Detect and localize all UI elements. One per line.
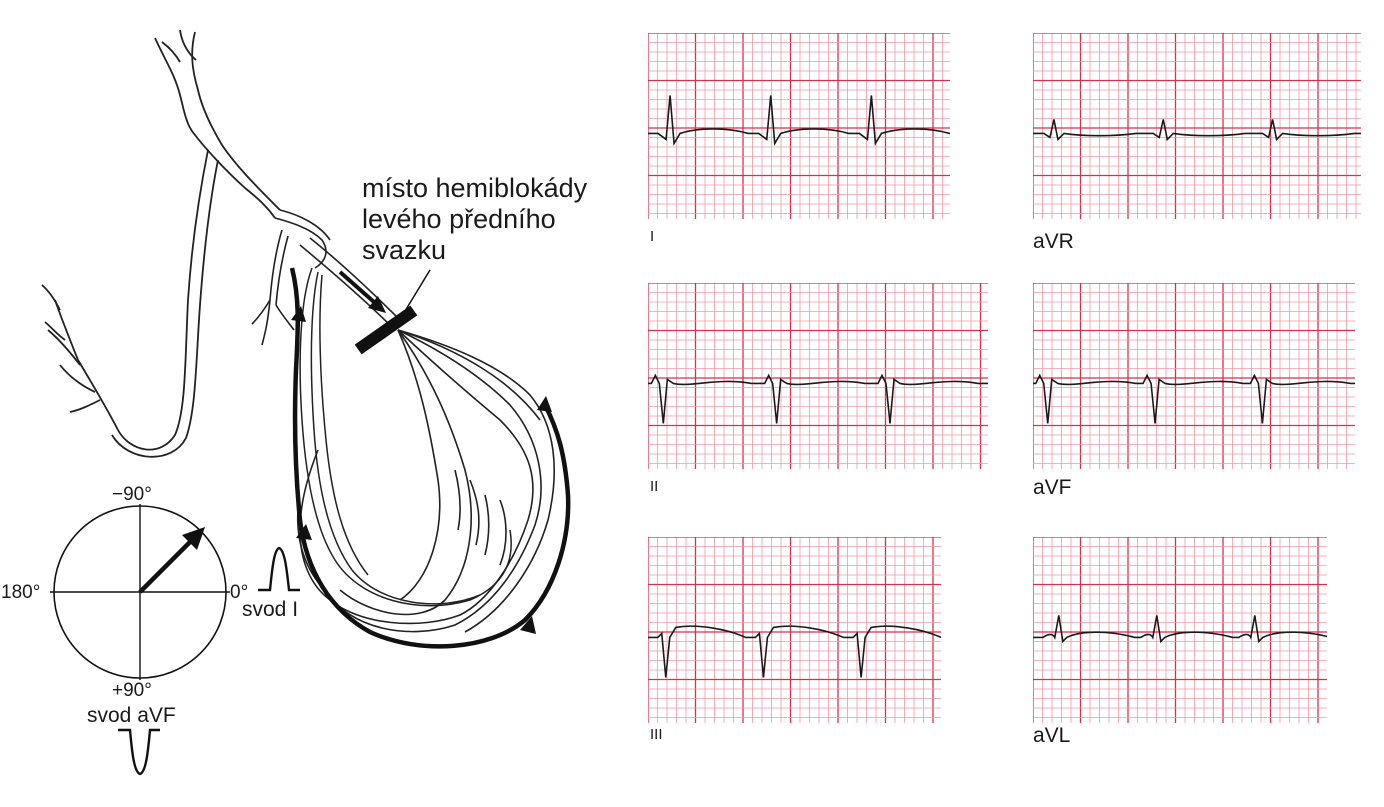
ecg-label-II: II — [650, 478, 659, 495]
ecg-label-aVR: aVR — [1033, 230, 1074, 253]
axis-circle — [50, 504, 230, 680]
ecg-trace — [1033, 119, 1361, 139]
ecg-label-aVF: aVF — [1033, 476, 1072, 499]
grid-lines — [648, 537, 941, 723]
grid-lines — [1033, 283, 1355, 469]
ecg-grid — [648, 283, 988, 469]
ecg-grid — [1033, 537, 1327, 723]
ecg-strip-III — [648, 537, 941, 723]
axis-label-top: −90° — [112, 484, 152, 505]
ecg-strip-II — [648, 283, 988, 469]
grid-lines — [1033, 33, 1361, 219]
lead-i-label: svod I — [242, 598, 299, 621]
axis-label-right: 0° — [230, 582, 249, 603]
grid-lines — [648, 33, 950, 219]
ecg-label-aVL: aVL — [1033, 724, 1071, 747]
ecg-grid — [648, 537, 941, 723]
axis-label-left: 180° — [1, 582, 41, 603]
block-site-label — [362, 173, 587, 266]
ecg-grid — [1033, 33, 1361, 219]
ecg-label-I: I — [650, 228, 655, 245]
block-site-label-line: levého předního — [362, 204, 556, 234]
block-site — [340, 270, 430, 354]
left-bundle — [252, 210, 554, 632]
grid-lines — [648, 283, 988, 469]
grid-lines — [1033, 537, 1327, 723]
right-bundle — [42, 150, 218, 457]
ecg-strip-aVF — [1033, 283, 1355, 469]
ecg-strip-aVL — [1033, 537, 1327, 723]
ecg-strip-I — [648, 33, 950, 219]
his-bundle — [155, 30, 280, 218]
lead-avf-waveform — [118, 730, 160, 774]
ecg-trace — [1033, 615, 1327, 641]
ecg-grid — [1033, 283, 1355, 469]
lead-i-waveform — [258, 548, 300, 590]
ecg-strip-aVR — [1033, 33, 1361, 219]
ecg-label-III: III — [650, 726, 663, 743]
block-site-label-line: svazku — [362, 235, 447, 265]
lead-avf-label: svod aVF — [87, 704, 176, 727]
ecg-grid — [648, 33, 950, 219]
conduction-diagram — [0, 0, 620, 807]
block-site-label-line: místo hemiblokády — [362, 173, 588, 203]
axis-label-bottom: +90° — [112, 680, 152, 701]
